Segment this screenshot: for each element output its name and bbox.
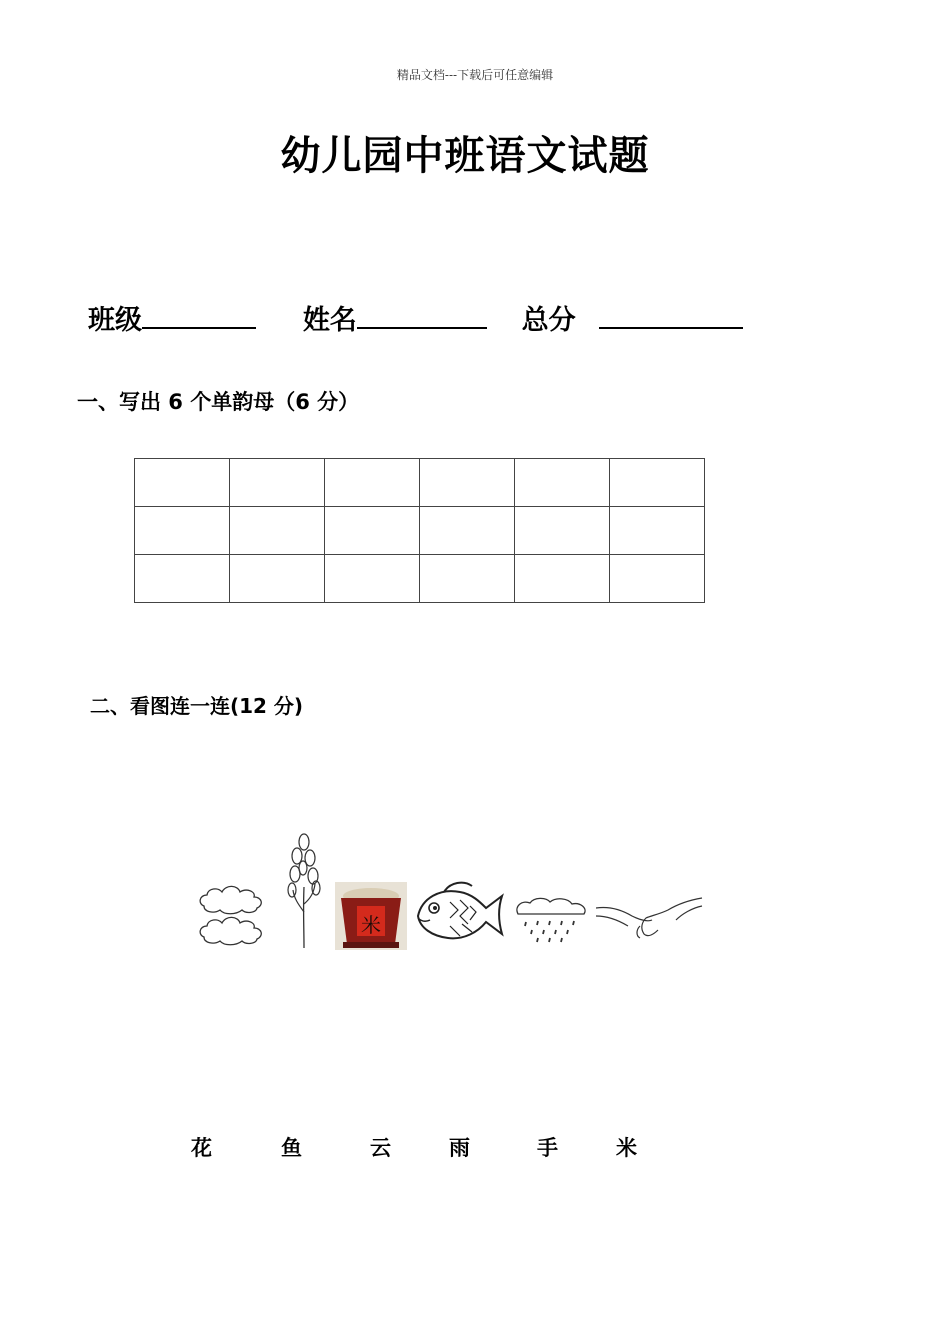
grid-cell[interactable] (420, 555, 515, 603)
word-rice[interactable]: 米 (616, 1136, 637, 1160)
vowel-answer-grid (134, 458, 705, 603)
grid-cell[interactable] (420, 459, 515, 507)
name-label: 姓名 (302, 305, 357, 336)
hands-picture[interactable] (596, 890, 706, 942)
grid-cell[interactable] (610, 555, 705, 603)
rice-char: 米 (361, 913, 381, 937)
section-1-heading: 一、写出 6 个单韵母（6 分） (77, 390, 360, 414)
grid-cell[interactable] (515, 459, 610, 507)
section-2-heading: 二、看图连一连(12 分) (90, 694, 304, 718)
matching-pictures (192, 830, 712, 955)
grid-cell[interactable] (325, 555, 420, 603)
rice-picture[interactable] (335, 882, 407, 950)
word-row (0, 1132, 950, 1162)
grid-cell[interactable] (230, 459, 325, 507)
word-cloud[interactable]: 云 (370, 1136, 391, 1160)
word-rain[interactable]: 雨 (449, 1136, 470, 1160)
grid-cell[interactable] (610, 459, 705, 507)
grid-cell[interactable] (135, 555, 230, 603)
grid-cell[interactable] (230, 507, 325, 555)
grid-cell[interactable] (610, 507, 705, 555)
grid-cell[interactable] (515, 555, 610, 603)
score-blank[interactable] (599, 301, 743, 329)
page-title: 幼儿园中班语文试题 (280, 132, 650, 179)
grid-cell[interactable] (420, 507, 515, 555)
grid-row (135, 507, 705, 555)
name-blank[interactable] (357, 301, 487, 329)
class-label: 班级 (88, 305, 142, 336)
grid-cell[interactable] (325, 507, 420, 555)
grid-cell[interactable] (135, 459, 230, 507)
grid-cell[interactable] (515, 507, 610, 555)
word-hand[interactable]: 手 (537, 1136, 558, 1160)
score-label: 总分 (521, 305, 576, 336)
flower-picture[interactable] (284, 832, 324, 950)
header-note: 精品文档---下载后可任意编辑 (396, 68, 554, 82)
word-fish[interactable]: 鱼 (281, 1136, 302, 1160)
fish-picture[interactable] (414, 878, 506, 948)
rain-picture[interactable] (512, 896, 590, 946)
grid-row (135, 555, 705, 603)
grid-cell[interactable] (135, 507, 230, 555)
grid-cell[interactable] (325, 459, 420, 507)
student-info-row (88, 298, 743, 337)
grid-cell[interactable] (230, 555, 325, 603)
cloud-picture[interactable] (196, 880, 272, 950)
class-blank[interactable] (142, 301, 256, 329)
grid-row (135, 459, 705, 507)
word-flower[interactable]: 花 (191, 1136, 212, 1160)
